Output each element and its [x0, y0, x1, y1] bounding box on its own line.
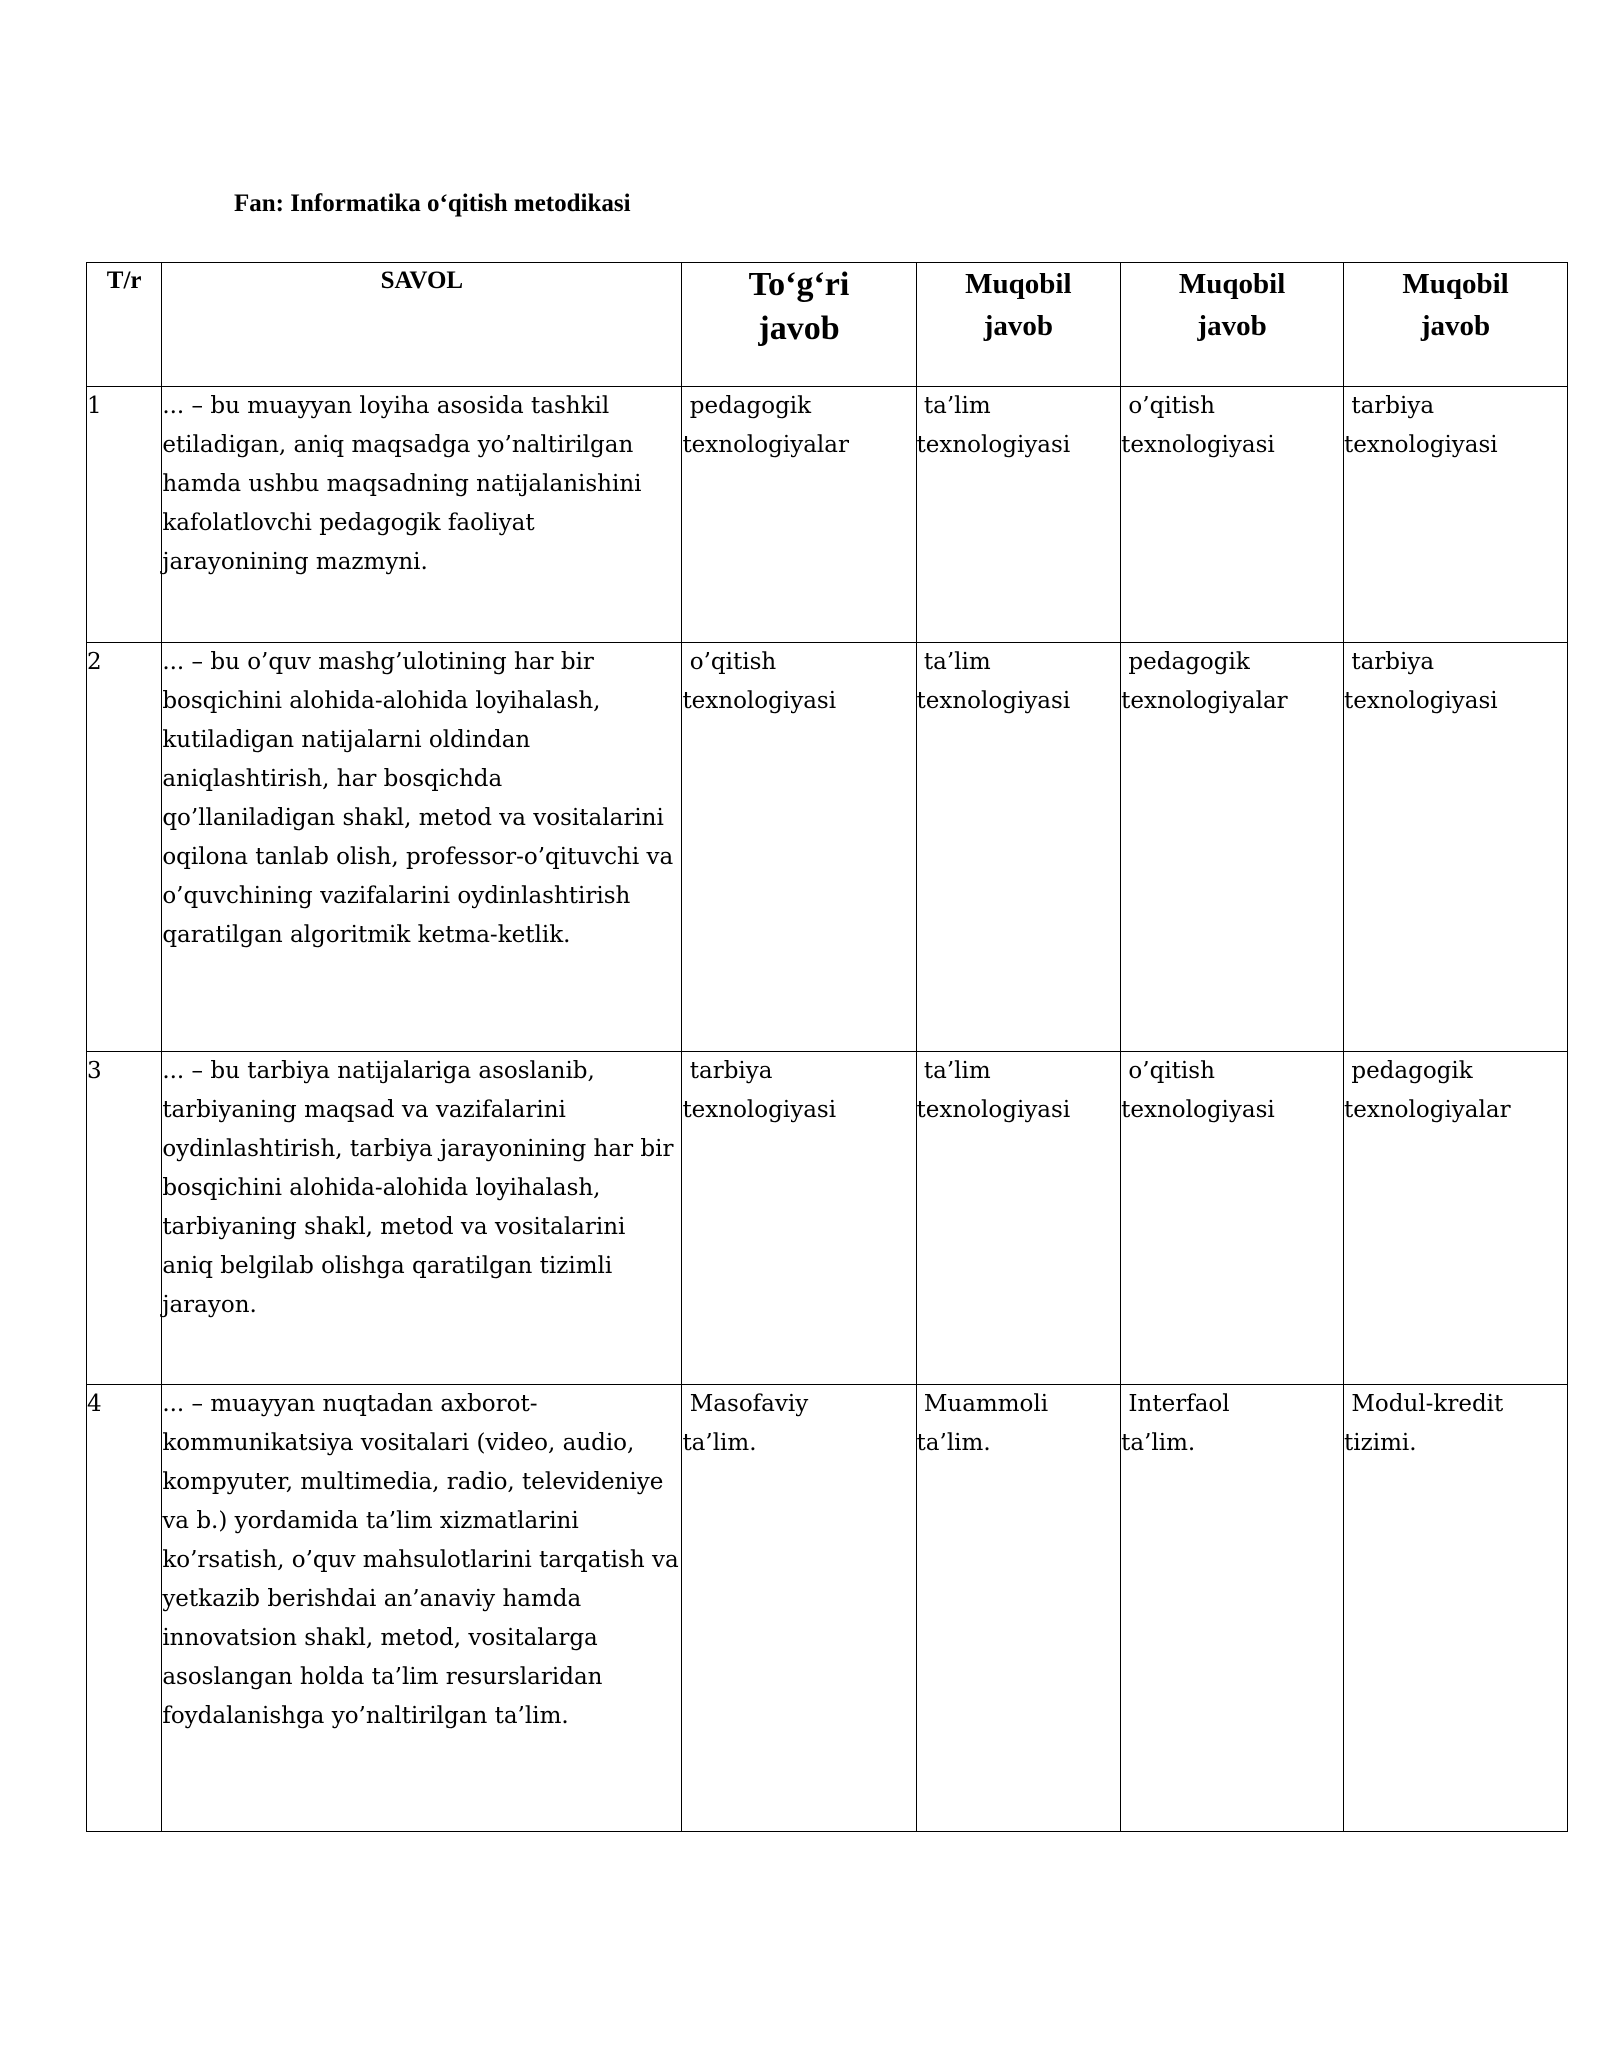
- question-text: ... – bu tarbiya natijalariga asoslanib, tarbiyaning maqsad va vazifalarini oydinlashtirish, tarbiya jarayonining har bir bosqichini alohida-alohida loyihalash, tarbiyaning shakl, metod va vositalarini aniq belgilab olishga qaratilgan tizimli jarayon.: [162, 1052, 682, 1385]
- header-alternative-answer-3: Muqobil javob: [1344, 263, 1568, 387]
- document-title: Fan: Informatika o‘qitish metodikasi: [234, 190, 631, 217]
- table-row: [87, 1385, 1568, 1832]
- alternative-answer-3: pedagogik texnologiyalar: [1344, 1052, 1568, 1385]
- header-row: [87, 263, 1568, 387]
- correct-answer: o’qitish texnologiyasi: [682, 643, 916, 1052]
- row-number: 3: [87, 1052, 162, 1385]
- row-number: 4: [87, 1385, 162, 1832]
- alternative-answer-1: ta’lim texnologiyasi: [916, 387, 1121, 643]
- alternative-answer-1: Muammoli ta’lim.: [916, 1385, 1121, 1832]
- alternative-answer-2: o’qitish texnologiyasi: [1121, 1052, 1344, 1385]
- row-number: 2: [87, 643, 162, 1052]
- question-text: ... – muayyan nuqtadan axborot-kommunikatsiya vositalari (video, audio, kompyuter, multimedia, radio, televideniye va b.) yordamida ta’lim xizmatlarini ko’rsatish, o’quv mahsulotlarini tarqatish va yetkazib berishdai an’anaviy hamda innovatsion shakl, metod, vositalarga asoslangan holda ta’lim resurslaridan foydalanishga yo’naltirilgan ta’lim.: [162, 1385, 682, 1832]
- alternative-answer-3: Modul-kredit tizimi.: [1344, 1385, 1568, 1832]
- alternative-answer-2: Interfaol ta’lim.: [1121, 1385, 1344, 1832]
- alternative-answer-1: ta’lim texnologiyasi: [916, 1052, 1121, 1385]
- question-text: ... – bu muayyan loyiha asosida tashkil etiladigan, aniq maqsadga yo’naltirilgan hamda ushbu maqsadning natijalanishini kafolatlovchi pedagogik faoliyat jarayonining mazmyni.: [162, 387, 682, 643]
- alternative-answer-3: tarbiya texnologiyasi: [1344, 387, 1568, 643]
- table-row: [87, 1052, 1568, 1385]
- alternative-answer-2: o’qitish texnologiyasi: [1121, 387, 1344, 643]
- header-question: SAVOL: [162, 263, 682, 387]
- alternative-answer-1: ta’lim texnologiyasi: [916, 643, 1121, 1052]
- header-correct-answer: To‘g‘ri javob: [682, 263, 916, 387]
- correct-answer: tarbiya texnologiyasi: [682, 1052, 916, 1385]
- quiz-table: [86, 262, 1568, 1832]
- table-row: [87, 643, 1568, 1052]
- alternative-answer-2: pedagogik texnologiyalar: [1121, 643, 1344, 1052]
- header-alternative-answer-2: Muqobil javob: [1121, 263, 1344, 387]
- alternative-answer-3: tarbiya texnologiyasi: [1344, 643, 1568, 1052]
- header-number: T/r: [87, 263, 162, 387]
- correct-answer: Masofaviy ta’lim.: [682, 1385, 916, 1832]
- row-number: 1: [87, 387, 162, 643]
- correct-answer: pedagogik texnologiyalar: [682, 387, 916, 643]
- table-row: [87, 387, 1568, 643]
- question-text: ... – bu o’quv mashg’ulotining har bir bosqichini alohida-alohida loyihalash, kutiladigan natijalarni oldindan aniqlashtirish, har bosqichda qo’llaniladigan shakl, metod va vositalarini oqilona tanlab olish, professor-o’qituvchi va o’quvchining vazifalarini oydinlashtirish qaratilgan algoritmik ketma-ketlik.: [162, 643, 682, 1052]
- header-alternative-answer-1: Muqobil javob: [916, 263, 1121, 387]
